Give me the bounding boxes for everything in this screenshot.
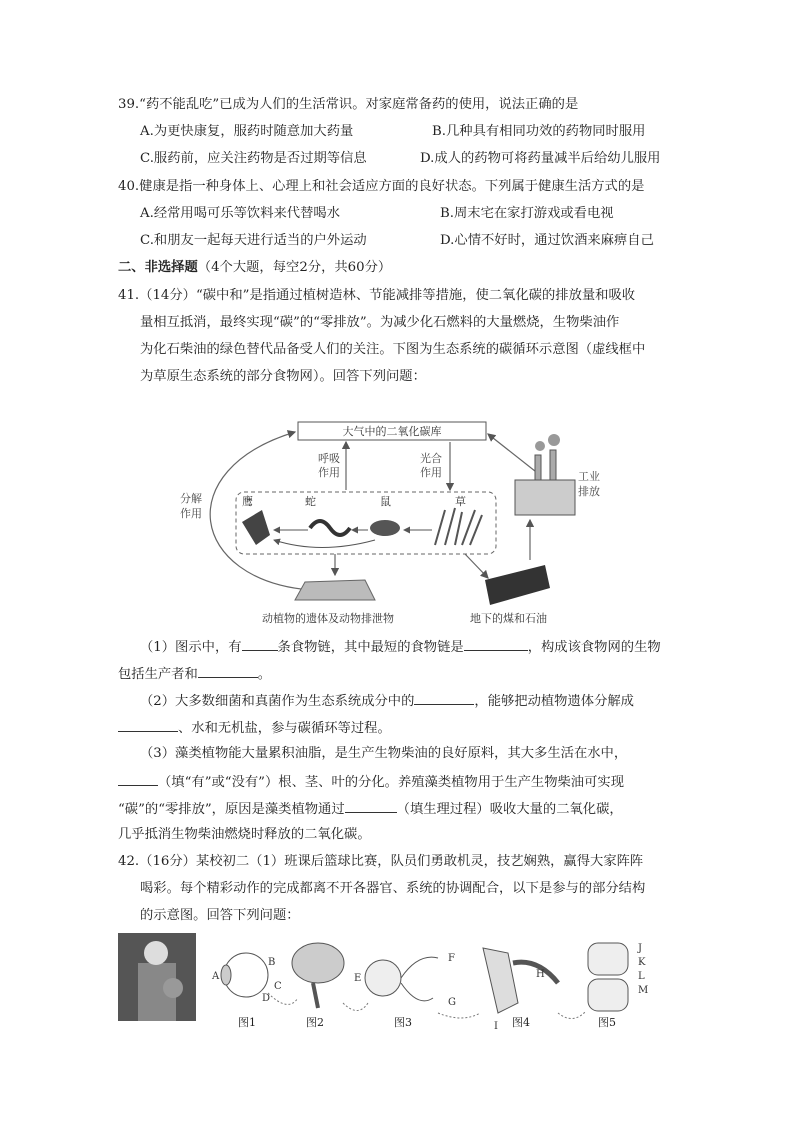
answer-blank[interactable] <box>464 636 528 651</box>
answer-blank[interactable] <box>242 636 278 651</box>
q41-p1-text-a: （1）图示中，有 <box>140 640 242 655</box>
q40-option-d: D.心情不好时，通过饮酒来麻痹自己 <box>440 233 654 248</box>
q41-line-2: 量相互抵消，最终实现“碳”的“零排放”。为减少化石燃料的大量燃烧，生物柴油作 <box>140 315 620 330</box>
grass-icon <box>435 508 482 545</box>
eye-diagram <box>221 953 268 997</box>
letter-e: E <box>354 973 362 984</box>
q39-option-c: C.服药前，应关注药物是否过期等信息 <box>140 151 367 166</box>
grass-label: 草 <box>455 495 466 508</box>
q42-line-3: 的示意图。回答下列问题： <box>140 908 300 923</box>
arm-muscle-diagram <box>483 948 558 1013</box>
q42-line-2: 喝彩。每个精彩动作的完成都离不开各器官、系统的协调配合，以下是参与的部分结构 <box>140 881 646 896</box>
q42-line-1: 42.（16分）某校初二（1）班课后篮球比赛，队员们勇敢机灵，技艺娴熟，赢得大家阵阵 <box>118 854 644 869</box>
letter-c: C <box>274 981 282 992</box>
factory-icon <box>515 434 575 515</box>
q41-part-3-line-4: 几乎抵消生物柴油燃烧时释放的二氧化碳。 <box>118 827 371 842</box>
q41-p2-text-a: （2）大多数细菌和真菌作为生态系统成分中的 <box>140 694 415 709</box>
q39-option-a: A.为更快康复，服药时随意加大药量 <box>140 124 354 139</box>
q40-stem: 40.健康是指一种身体上、心理上和社会适应方面的良好状态。下列属于健康生活方式的是 <box>118 179 645 194</box>
answer-blank[interactable] <box>414 690 474 705</box>
q41-p1-text-d: 包括生产者和 <box>118 667 198 682</box>
decomposition-arrow <box>210 432 310 590</box>
q41-part-1-line-1 <box>140 636 661 658</box>
joint-diagram <box>588 943 628 1011</box>
atmosphere-label: 大气中的二氧化碳库 <box>342 425 442 438</box>
coal-layer-icon <box>485 565 550 605</box>
spinal-cord-diagram <box>365 957 438 1001</box>
q41-part-3-line-2 <box>118 771 624 793</box>
letter-j: J <box>638 943 643 954</box>
letter-m: M <box>638 985 649 996</box>
respiration-label-1: 呼吸 <box>318 452 340 465</box>
letter-a: A <box>212 971 220 982</box>
decomposition-label-2: 作用 <box>180 507 202 520</box>
q39-option-d: D.成人的药物可将药量减半后给幼儿服用 <box>420 151 661 166</box>
figure-caption-3: 图3 <box>394 1016 412 1029</box>
q40-option-b: B.周末宅在家打游戏或看电视 <box>440 206 614 221</box>
letter-h: H <box>536 969 545 980</box>
q41-p2-text-b: ，能够把动植物遗体分解成 <box>474 694 634 709</box>
coal-oil-label: 地下的煤和石油 <box>470 612 547 625</box>
answer-blank[interactable] <box>198 663 258 678</box>
q41-part-2-line-2 <box>118 717 391 739</box>
q41-part-3-line-1: （3）藻类植物能大量累积油脂，是生产生物柴油的良好原料，其大多生活在水中， <box>140 746 628 761</box>
figure-caption-5: 图5 <box>598 1016 616 1029</box>
letter-b: B <box>268 957 276 968</box>
respiration-label-2: 作用 <box>318 466 340 479</box>
decomposition-label-1: 分解 <box>180 492 202 505</box>
letter-g: G <box>448 997 456 1008</box>
q41-part-1-line-2 <box>118 663 271 685</box>
industry-label-2: 排放 <box>578 485 600 498</box>
eagle-icon <box>242 510 270 545</box>
answer-blank[interactable] <box>345 798 397 813</box>
figure-caption-1: 图1 <box>238 1016 256 1029</box>
q41-p1-text-e: 。 <box>257 667 272 682</box>
q41-p3-text-c: “碳”的“零排放”，原因是藻类植物通过 <box>118 802 345 817</box>
letter-l: L <box>638 971 645 982</box>
q40-option-a: A.经常用喝可乐等饮料来代替喝水 <box>140 206 340 221</box>
q41-line-3: 为化石柴油的绿色替代品备受人们的关注。下图为生态系统的碳循环示意图（虚线框中 <box>140 342 646 357</box>
letter-d: D <box>262 993 271 1004</box>
photosynthesis-label-2: 作用 <box>420 466 442 479</box>
snake-label: 蛇 <box>305 495 316 508</box>
letter-f: F <box>448 953 455 964</box>
q41-p3-text-d: （填生理过程）吸收大量的二氧化碳， <box>396 802 623 817</box>
section-note: （4个大题，每空2分，共60分） <box>197 260 392 275</box>
q41-p1-text-b: 条食物链，其中最短的食物链是 <box>277 640 464 655</box>
industry-arrow <box>488 434 540 475</box>
figure-caption-2: 图2 <box>306 1016 324 1029</box>
industry-label-1: 工业 <box>578 470 600 483</box>
brain-diagram <box>292 943 344 1008</box>
q41-p2-text-c: 、水和无机盐，参与碳循环等过程。 <box>178 721 391 736</box>
answer-blank[interactable] <box>118 771 158 786</box>
eagle-label: 鹰 <box>242 495 253 508</box>
mouse-icon <box>370 520 400 536</box>
mouse-label: 鼠 <box>380 495 391 508</box>
letter-i: I <box>494 1021 498 1032</box>
q41-part-2-line-1 <box>140 690 634 712</box>
answer-blank[interactable] <box>118 717 178 732</box>
coal-arrow <box>465 554 488 578</box>
q40-option-c: C.和朋友一起每天进行适当的户外运动 <box>140 233 367 248</box>
remains-label: 动植物的遗体及动物排泄物 <box>262 612 394 625</box>
q41-p3-text-b: （填“有”或“没有”）根、茎、叶的分化。养殖藻类植物用于生产生物柴油可实现 <box>158 775 624 790</box>
q41-line-1: 41.（14分）“碳中和”是指通过植树造林、节能减排等措施，使二氧化碳的排放量和吸收 <box>118 288 636 303</box>
q39-option-b: B.几种具有相同功效的药物同时服用 <box>432 124 646 139</box>
q41-p1-text-c: ，构成该食物网的生物 <box>527 640 661 655</box>
snake-icon <box>310 521 350 535</box>
q41-line-4: 为草原生态系统的部分食物网）。回答下列问题： <box>140 369 426 384</box>
section-title: 二、非选择题 <box>118 260 198 275</box>
remains-icon <box>295 580 375 600</box>
section-heading <box>118 258 391 278</box>
food-arrow-mouse-eagle <box>274 540 375 548</box>
letter-k: K <box>638 957 646 968</box>
carbon-cycle-diagram <box>170 410 600 630</box>
q39-stem: 39.“药不能乱吃”已成为人们的生活常识。对家庭常备药的使用，说法正确的是 <box>118 97 579 112</box>
q41-part-3-line-3 <box>118 798 623 820</box>
photosynthesis-label-1: 光合 <box>420 452 442 465</box>
figure-caption-4: 图4 <box>512 1016 530 1029</box>
